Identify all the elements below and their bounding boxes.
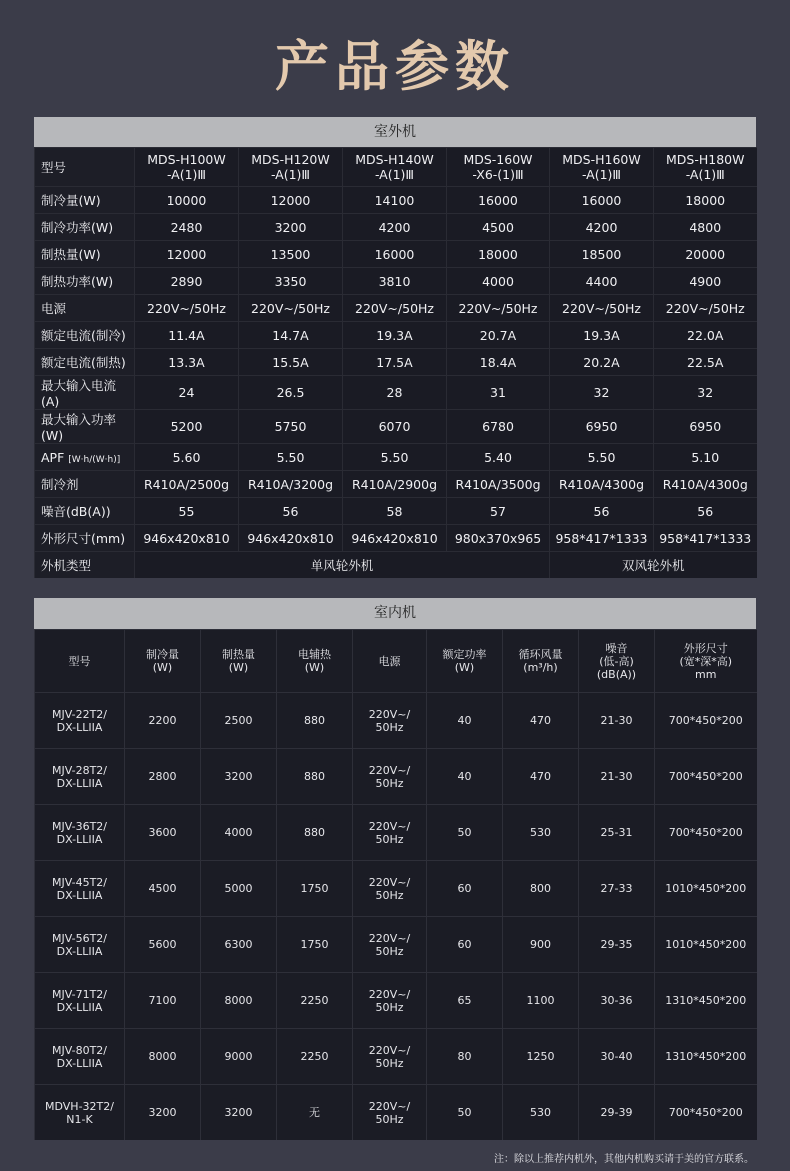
indoor-size: 700*450*200 xyxy=(655,1085,757,1141)
spec-value: 10000 xyxy=(135,187,239,214)
spec-value: 18000 xyxy=(654,187,757,214)
indoor-model xyxy=(35,805,125,861)
footnote: 注：除以上推荐内机外，其他内机购买请于美的官方联系。 xyxy=(494,1154,754,1165)
indoor-model-line2: DX-LLIIA xyxy=(56,1000,103,1014)
spec-value: 14.7A xyxy=(239,322,343,349)
indoor-power-supply-line2: 50Hz xyxy=(375,1056,404,1070)
spec-value: 5750 xyxy=(239,410,343,444)
indoor-noise: 29-35 xyxy=(579,917,655,973)
spec-value: 16000 xyxy=(343,241,447,268)
type-double: 双风轮外机 xyxy=(550,552,757,579)
indoor-power-supply xyxy=(353,1029,427,1085)
outdoor-spec-row xyxy=(35,268,757,295)
model-name-line2: -A(1)Ⅲ xyxy=(270,167,311,182)
column-header-line: (W) xyxy=(304,661,325,674)
indoor-power-supply-line1: 220V~/ xyxy=(368,819,411,833)
spec-value: 220V~/50Hz xyxy=(135,295,239,322)
indoor-power: 80 xyxy=(427,1029,503,1085)
indoor-cool: 7100 xyxy=(125,973,201,1029)
indoor-model xyxy=(35,917,125,973)
indoor-power: 40 xyxy=(427,693,503,749)
row-label: 制冷剂 xyxy=(35,471,135,498)
spec-value: 5.50 xyxy=(239,444,343,471)
spec-value: 3350 xyxy=(239,268,343,295)
indoor-aux: 880 xyxy=(277,805,353,861)
column-header-line: (W) xyxy=(228,661,249,674)
spec-value: 4900 xyxy=(654,268,757,295)
indoor-model-line2: DX-LLIIA xyxy=(56,888,103,902)
type-single: 单风轮外机 xyxy=(135,552,550,579)
indoor-power-supply xyxy=(353,973,427,1029)
indoor-table-row xyxy=(35,805,757,861)
indoor-spec-table xyxy=(34,598,756,1140)
model-name xyxy=(447,148,550,187)
spec-value: 4200 xyxy=(343,214,447,241)
column-header-line: (dB(A)) xyxy=(596,667,637,681)
indoor-model xyxy=(35,861,125,917)
model-name-line1: MDS-H160W xyxy=(562,152,641,167)
column-header-line: (m³/h) xyxy=(523,661,558,674)
indoor-power-supply-line1: 220V~/ xyxy=(368,987,411,1001)
outdoor-spec-row xyxy=(35,322,757,349)
column-header xyxy=(655,630,757,693)
column-header-line: 循环风量 xyxy=(518,648,563,661)
row-label: 型号 xyxy=(35,148,135,187)
indoor-size: 700*450*200 xyxy=(655,693,757,749)
spec-value: 6070 xyxy=(343,410,447,444)
outdoor-spec-table xyxy=(34,117,756,578)
indoor-model-line1: MJV-28T2/ xyxy=(51,763,107,777)
spec-value: 3200 xyxy=(239,214,343,241)
row-label: 额定电流(制冷) xyxy=(35,322,135,349)
model-name-line1: MDS-H140W xyxy=(355,152,434,167)
indoor-power-supply-line1: 220V~/ xyxy=(368,1099,411,1113)
indoor-power-supply-line2: 50Hz xyxy=(375,832,404,846)
indoor-power-supply xyxy=(353,749,427,805)
indoor-model-line2: N1-K xyxy=(66,1112,93,1126)
spec-value: 13.3A xyxy=(135,349,239,376)
indoor-model-line2: DX-LLIIA xyxy=(56,944,103,958)
spec-value: R410A/2900g xyxy=(343,471,447,498)
spec-value: 980x370x965 xyxy=(447,525,550,552)
indoor-size: 700*450*200 xyxy=(655,749,757,805)
indoor-power-supply-line1: 220V~/ xyxy=(368,875,411,889)
row-label: 制热量(W) xyxy=(35,241,135,268)
indoor-model-line2: DX-LLIIA xyxy=(56,720,103,734)
indoor-cool: 3200 xyxy=(125,1085,201,1141)
indoor-power: 60 xyxy=(427,917,503,973)
spec-value: 220V~/50Hz xyxy=(550,295,654,322)
outdoor-spec-row xyxy=(35,525,757,552)
indoor-table-row xyxy=(35,693,757,749)
column-header xyxy=(353,630,427,693)
column-header xyxy=(125,630,201,693)
indoor-model-line2: DX-LLIIA xyxy=(56,832,103,846)
spec-value: R410A/4300g xyxy=(654,471,757,498)
spec-value: 3810 xyxy=(343,268,447,295)
outdoor-spec-row xyxy=(35,376,757,410)
indoor-air: 1250 xyxy=(503,1029,579,1085)
spec-value: 28 xyxy=(343,376,447,410)
indoor-table-row xyxy=(35,749,757,805)
indoor-power-supply-line2: 50Hz xyxy=(375,888,404,902)
indoor-power: 50 xyxy=(427,805,503,861)
spec-value: 6950 xyxy=(654,410,757,444)
indoor-noise: 21-30 xyxy=(579,749,655,805)
spec-value: 6950 xyxy=(550,410,654,444)
outdoor-type-row xyxy=(35,552,757,579)
indoor-model-line1: MJV-45T2/ xyxy=(51,875,107,889)
outdoor-spec-row xyxy=(35,410,757,444)
indoor-model-line1: MJV-80T2/ xyxy=(51,1043,107,1057)
row-label: 电源 xyxy=(35,295,135,322)
spec-value: 20.7A xyxy=(447,322,550,349)
indoor-power-supply-line2: 50Hz xyxy=(375,1112,404,1126)
outdoor-spec-row xyxy=(35,498,757,525)
indoor-model xyxy=(35,1085,125,1141)
indoor-heat: 9000 xyxy=(201,1029,277,1085)
spec-value: 17.5A xyxy=(343,349,447,376)
indoor-power-supply-line2: 50Hz xyxy=(375,720,404,734)
indoor-power: 50 xyxy=(427,1085,503,1141)
outdoor-spec-row xyxy=(35,471,757,498)
spec-value: 26.5 xyxy=(239,376,343,410)
indoor-noise: 25-31 xyxy=(579,805,655,861)
indoor-table-row xyxy=(35,973,757,1029)
model-name xyxy=(654,148,757,187)
indoor-air: 470 xyxy=(503,693,579,749)
spec-value: 24 xyxy=(135,376,239,410)
column-header xyxy=(35,630,125,693)
spec-value: 18500 xyxy=(550,241,654,268)
outdoor-spec-row xyxy=(35,187,757,214)
spec-value: 58 xyxy=(343,498,447,525)
spec-value: 18000 xyxy=(447,241,550,268)
outdoor-spec-row xyxy=(35,214,757,241)
indoor-power-supply xyxy=(353,917,427,973)
spec-value: 12000 xyxy=(135,241,239,268)
spec-value: 946x420x810 xyxy=(239,525,343,552)
indoor-power-supply-line2: 50Hz xyxy=(375,776,404,790)
model-name xyxy=(550,148,654,187)
model-name-line1: MDS-H180W xyxy=(666,152,745,167)
indoor-air: 530 xyxy=(503,1085,579,1141)
indoor-power-supply-line1: 220V~/ xyxy=(368,931,411,945)
spec-value: 32 xyxy=(550,376,654,410)
indoor-model-line2: DX-LLIIA xyxy=(56,1056,103,1070)
model-name-line1: MDS-160W xyxy=(463,152,533,167)
indoor-heat: 4000 xyxy=(201,805,277,861)
spec-value: 5.10 xyxy=(654,444,757,471)
spec-value: 4000 xyxy=(447,268,550,295)
spec-value: R410A/4300g xyxy=(550,471,654,498)
column-header xyxy=(277,630,353,693)
column-header-line: 额定功率 xyxy=(442,648,487,661)
row-label: 外形尺寸(mm) xyxy=(35,525,135,552)
indoor-air: 900 xyxy=(503,917,579,973)
indoor-cool: 4500 xyxy=(125,861,201,917)
indoor-cool: 5600 xyxy=(125,917,201,973)
row-label: 外机类型 xyxy=(35,552,135,579)
indoor-power: 65 xyxy=(427,973,503,1029)
indoor-aux: 880 xyxy=(277,749,353,805)
indoor-aux: 2250 xyxy=(277,1029,353,1085)
indoor-power-supply-line2: 50Hz xyxy=(375,944,404,958)
spec-value: 5200 xyxy=(135,410,239,444)
indoor-table-row xyxy=(35,1085,757,1141)
spec-value: 5.50 xyxy=(550,444,654,471)
model-name-line2: -A(1)Ⅲ xyxy=(374,167,415,182)
column-header-line: 制冷量 xyxy=(146,648,179,661)
indoor-model xyxy=(35,973,125,1029)
indoor-air: 1100 xyxy=(503,973,579,1029)
indoor-heat: 5000 xyxy=(201,861,277,917)
spec-value: 15.5A xyxy=(239,349,343,376)
column-header xyxy=(579,630,655,693)
indoor-power: 60 xyxy=(427,861,503,917)
indoor-cool: 2800 xyxy=(125,749,201,805)
model-name-line2: -A(1)Ⅲ xyxy=(581,167,622,182)
indoor-cool: 2200 xyxy=(125,693,201,749)
spec-value: 16000 xyxy=(447,187,550,214)
column-header-line: (W) xyxy=(454,661,475,674)
indoor-heat: 3200 xyxy=(201,749,277,805)
spec-value: 5.40 xyxy=(447,444,550,471)
indoor-model xyxy=(35,693,125,749)
outdoor-spec-row xyxy=(35,241,757,268)
spec-value: R410A/3200g xyxy=(239,471,343,498)
spec-value: 18.4A xyxy=(447,349,550,376)
column-header-line: 电辅热 xyxy=(298,648,331,661)
column-header-line: (宽*深*高) xyxy=(679,654,733,668)
column-header-line: 外形尺寸 xyxy=(683,641,728,655)
outdoor-spec-row xyxy=(35,349,757,376)
indoor-model xyxy=(35,1029,125,1085)
spec-value: 220V~/50Hz xyxy=(654,295,757,322)
apf-label: APF xyxy=(41,449,65,465)
indoor-heat: 3200 xyxy=(201,1085,277,1141)
indoor-power-supply xyxy=(353,1085,427,1141)
indoor-model-line1: MJV-22T2/ xyxy=(51,707,107,721)
row-label: 制热功率(W) xyxy=(35,268,135,295)
spec-value: 13500 xyxy=(239,241,343,268)
indoor-model xyxy=(35,749,125,805)
indoor-power-supply-line2: 50Hz xyxy=(375,1000,404,1014)
spec-value: R410A/3500g xyxy=(447,471,550,498)
spec-value: R410A/2500g xyxy=(135,471,239,498)
indoor-header-row xyxy=(35,630,757,693)
column-header xyxy=(427,630,503,693)
spec-value: 56 xyxy=(654,498,757,525)
indoor-aux: 880 xyxy=(277,693,353,749)
indoor-size: 1010*450*200 xyxy=(655,917,757,973)
model-name-line2: -X6-(1)Ⅲ xyxy=(472,167,524,182)
model-name-line1: MDS-H100W xyxy=(147,152,226,167)
indoor-power-supply xyxy=(353,861,427,917)
spec-value: 220V~/50Hz xyxy=(343,295,447,322)
spec-value: 19.3A xyxy=(343,322,447,349)
row-label: 最大输入电流(A) xyxy=(35,376,135,410)
outdoor-section-title: 室外机 xyxy=(34,117,756,147)
spec-value: 958*417*1333 xyxy=(654,525,757,552)
indoor-table xyxy=(34,629,757,1140)
indoor-table-row xyxy=(35,1029,757,1085)
indoor-cool: 8000 xyxy=(125,1029,201,1085)
indoor-heat: 8000 xyxy=(201,973,277,1029)
column-header-line: (W) xyxy=(152,661,173,674)
indoor-power: 40 xyxy=(427,749,503,805)
column-header-line: 型号 xyxy=(68,654,91,668)
spec-value: 22.5A xyxy=(654,349,757,376)
outdoor-spec-row xyxy=(35,295,757,322)
indoor-size: 1310*450*200 xyxy=(655,973,757,1029)
indoor-noise: 30-36 xyxy=(579,973,655,1029)
spec-value: 14100 xyxy=(343,187,447,214)
indoor-power-supply-line1: 220V~/ xyxy=(368,1043,411,1057)
row-label: 制冷量(W) xyxy=(35,187,135,214)
spec-value: 19.3A xyxy=(550,322,654,349)
model-name-line1: MDS-H120W xyxy=(251,152,330,167)
spec-value: 4400 xyxy=(550,268,654,295)
indoor-noise: 29-39 xyxy=(579,1085,655,1141)
model-name-line2: -A(1)Ⅲ xyxy=(166,167,207,182)
indoor-size: 700*450*200 xyxy=(655,805,757,861)
indoor-aux: 1750 xyxy=(277,861,353,917)
row-label: 额定电流(制热) xyxy=(35,349,135,376)
model-name xyxy=(343,148,447,187)
indoor-air: 530 xyxy=(503,805,579,861)
indoor-power-supply-line1: 220V~/ xyxy=(368,707,411,721)
model-name xyxy=(135,148,239,187)
outdoor-apf-row xyxy=(35,444,757,471)
spec-value: 57 xyxy=(447,498,550,525)
spec-value: 20.2A xyxy=(550,349,654,376)
spec-value: 220V~/50Hz xyxy=(239,295,343,322)
indoor-cool: 3600 xyxy=(125,805,201,861)
indoor-table-row xyxy=(35,861,757,917)
outdoor-table xyxy=(34,147,757,578)
indoor-size: 1310*450*200 xyxy=(655,1029,757,1085)
indoor-aux: 无 xyxy=(277,1085,353,1141)
spec-value: 55 xyxy=(135,498,239,525)
spec-value: 220V~/50Hz xyxy=(447,295,550,322)
spec-value: 946x420x810 xyxy=(135,525,239,552)
indoor-section-title: 室内机 xyxy=(34,598,756,629)
spec-value: 31 xyxy=(447,376,550,410)
spec-value: 4500 xyxy=(447,214,550,241)
indoor-noise: 21-30 xyxy=(579,693,655,749)
indoor-aux: 1750 xyxy=(277,917,353,973)
spec-value: 22.0A xyxy=(654,322,757,349)
indoor-model-line1: MJV-36T2/ xyxy=(51,819,107,833)
indoor-air: 470 xyxy=(503,749,579,805)
indoor-aux: 2250 xyxy=(277,973,353,1029)
spec-value: 2890 xyxy=(135,268,239,295)
spec-value: 12000 xyxy=(239,187,343,214)
indoor-model-line1: MJV-71T2/ xyxy=(51,987,107,1001)
row-label xyxy=(35,444,135,471)
spec-value: 6780 xyxy=(447,410,550,444)
spec-value: 5.50 xyxy=(343,444,447,471)
model-name-line2: -A(1)Ⅲ xyxy=(685,167,725,182)
row-label: 制冷功率(W) xyxy=(35,214,135,241)
outdoor-model-row xyxy=(35,148,757,187)
spec-value: 5.60 xyxy=(135,444,239,471)
indoor-table-row xyxy=(35,917,757,973)
indoor-noise: 30-40 xyxy=(579,1029,655,1085)
indoor-size: 1010*450*200 xyxy=(655,861,757,917)
spec-value: 2480 xyxy=(135,214,239,241)
column-header-line: (低-高) xyxy=(599,654,634,668)
indoor-heat: 6300 xyxy=(201,917,277,973)
apf-unit: [W·h/(W·h)] xyxy=(68,454,121,465)
indoor-model-line2: DX-LLIIA xyxy=(56,776,103,790)
indoor-power-supply-line1: 220V~/ xyxy=(368,763,411,777)
column-header-line: 电源 xyxy=(378,654,401,668)
spec-value: 946x420x810 xyxy=(343,525,447,552)
spec-value: 11.4A xyxy=(135,322,239,349)
spec-value: 20000 xyxy=(654,241,757,268)
spec-value: 32 xyxy=(654,376,757,410)
column-header xyxy=(201,630,277,693)
column-header-line: 噪音 xyxy=(605,641,628,655)
indoor-noise: 27-33 xyxy=(579,861,655,917)
page-title: 产品参数 xyxy=(275,35,515,98)
spec-value: 16000 xyxy=(550,187,654,214)
indoor-air: 800 xyxy=(503,861,579,917)
indoor-model-line1: MDVH-32T2/ xyxy=(45,1099,114,1113)
column-header-line: mm xyxy=(695,667,717,681)
spec-value: 56 xyxy=(550,498,654,525)
row-label: 最大输入功率(W) xyxy=(35,410,135,444)
column-header xyxy=(503,630,579,693)
row-label: 噪音(dB(A)) xyxy=(35,498,135,525)
spec-value: 958*417*1333 xyxy=(550,525,654,552)
indoor-power-supply xyxy=(353,805,427,861)
indoor-power-supply xyxy=(353,693,427,749)
spec-value: 56 xyxy=(239,498,343,525)
indoor-model-line1: MJV-56T2/ xyxy=(51,931,107,945)
spec-value: 4800 xyxy=(654,214,757,241)
indoor-heat: 2500 xyxy=(201,693,277,749)
column-header-line: 制热量 xyxy=(222,648,255,661)
model-name xyxy=(239,148,343,187)
spec-value: 4200 xyxy=(550,214,654,241)
